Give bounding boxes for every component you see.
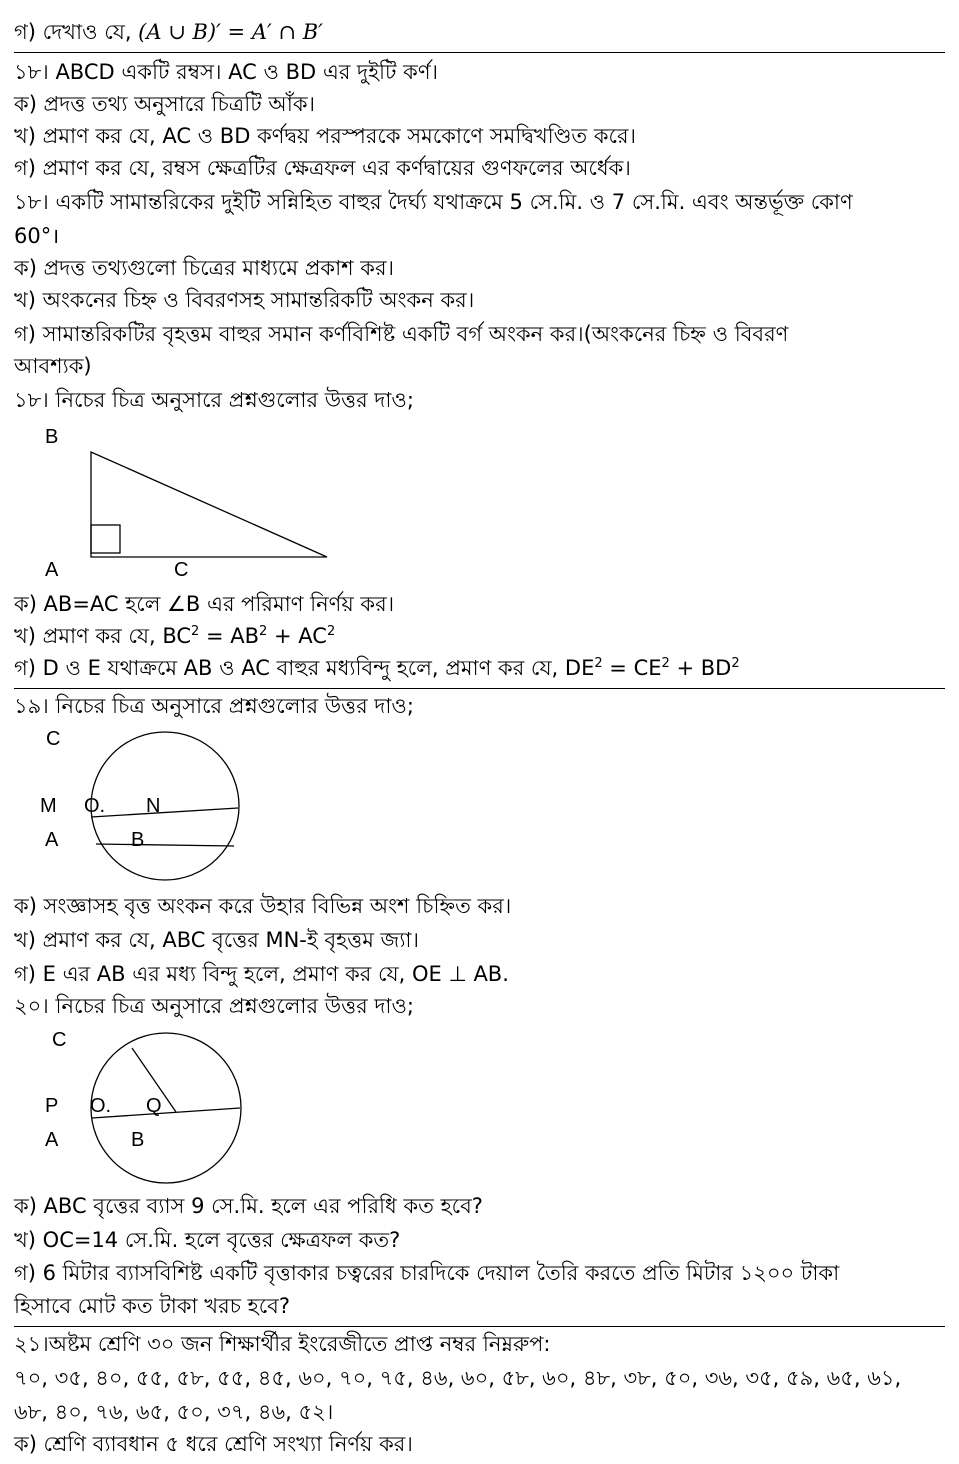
label-a: A [45,559,59,581]
q20-kha: খ) OC=14 সে.মি. হলে বৃত্তের ক্ষেত্রফল কত? [14,1228,401,1252]
q19-kha: খ) প্রমাণ কর যে, ABC বৃত্তের MN-ই বৃহত্তম জ্যা। [14,928,420,952]
label-p: P [45,1095,59,1117]
label-a: A [45,829,59,851]
label-b: B [131,829,145,851]
label-b: B [45,426,59,448]
q18-rhombus-ka: ক) প্রদত্ত তথ্য অনুসারে চিত্রটি আঁক। [14,92,316,116]
sup-2: 2 [731,656,740,671]
sup-2: 2 [259,624,268,639]
q18-parallelogram-kha: খ) অংকনের চিহ্ন ও বিবরণসহ সামান্তরিকটি অংকন কর। [14,288,475,312]
label-m: M [40,795,57,817]
label-o: O. [84,795,106,817]
q21-data-line1: ৭০, ৩৫, ৪০, ৫৫, ৫৮, ৫৫, ৪৫, ৬০, ৭০, ৭৫, ৪৬, ৬০, ৫৮, ৬০, ৪৮, ৩৮, ৫০, ৩৬, ৩৫, ৫৯, ৬৫, ৬১, [14,1366,902,1390]
q18-rhombus-kha: খ) প্রমাণ কর যে, AC ও BD কর্ণদ্বয় পরস্পরকে সমকোণে সমদ্বিখণ্ডিত করে। [14,124,637,148]
chord-mn [91,808,238,817]
label-n: N [146,795,161,817]
sup-2: 2 [594,656,603,671]
divider [14,1326,945,1327]
divider [14,688,945,689]
chord-ab [96,844,234,846]
circle-q20 [91,1033,241,1183]
ga-text-2: = CE [602,656,662,680]
q18-triangle-kha [14,620,945,652]
q18-parallelogram-ka: ক) প্রদত্ত তথ্যগুলো চিত্রের মাধ্যমে প্রকাশ কর। [14,256,395,280]
q19-ka: ক) সংজ্ঞাসহ বৃত্ত অংকন করে উহার বিভিন্ন অংশ চিহ্নিত কর। [14,894,512,918]
q20-ga: গ) 6 মিটার ব্যাসবিশিষ্ট একটি বৃত্তাকার চত্বরের চারদিকে দেয়াল তৈরি করতে প্রতি মিটার ১২০০ টাকা [14,1261,840,1285]
q20-title: ২০। নিচের চিত্র অনুসারে প্রশ্নগুলোর উত্তর দাও; [14,994,415,1018]
q20-ga-cont: হিসাবে মোট কত টাকা খরচ হবে? [14,1294,290,1318]
label-c: C [52,1029,67,1051]
sup-2: 2 [191,624,200,639]
q18-parallelogram-title-cont: 60°। [14,224,60,248]
sup-2: 2 [326,624,336,639]
q19-title: ১৯। নিচের চিত্র অনুসারে প্রশ্নগুলোর উত্তর দাও; [14,694,414,718]
circle-q19 [91,732,239,880]
q17-ga-text: গ) দেখাও যে, [14,20,139,44]
label-a: A [45,1129,59,1151]
chord-pq [92,1108,240,1118]
q21-ka: ক) শ্রেণি ব্যাবধান ৫ ধরে শ্রেণি সংখ্যা নির্ণয় কর। [14,1432,413,1456]
right-angle-mark [91,525,120,553]
q20-ka: ক) ABC বৃত্তের ব্যাস 9 সে.মি. হলে এর পরিধি কত হবে? [14,1194,483,1218]
kha-text: খ) প্রমাণ কর যে, BC [14,624,192,648]
q21-data-line2: ৬৮, ৪০, ৭৬, ৬৫, ৫০, ৩৭, ৪৬, ৫২। [14,1400,334,1424]
q21-title: ২১।অষ্টম শ্রেণি ৩০ জন শিক্ষার্থীর ইংরেজীতে প্রাপ্ত নম্বর নিম্নরুপ: [14,1332,551,1356]
label-c: C [174,559,189,581]
label-c: C [46,728,61,750]
label-b: B [131,1129,145,1151]
sup-2: 2 [661,656,670,671]
kha-text-2: = AB [199,624,260,648]
ga-text-3: + BD [669,656,732,680]
q19-ga: গ) E এর AB এর মধ্য বিন্দু হলে, প্রমাণ কর যে, OE ⊥ AB. [14,962,509,986]
right-triangle [91,452,327,557]
q18-triangle-ka: ক) AB=AC হলে ∠B এর পরিমাণ নির্ণয় কর। [14,592,395,616]
q18-triangle-title: ১৮। নিচের চিত্র অনুসারে প্রশ্নগুলোর উত্তর দাও; [14,388,414,412]
q18-parallelogram-title: ১৮। একটি সামান্তরিকের দুইটি সন্নিহিত বাহুর দৈর্ঘ্য যথাক্রমে 5 সে.মি. ও 7 সে.মি. এবং অন্তর্ভূক্ত কোণ [14,190,853,214]
q18-parallelogram-ga: গ) সামান্তরিকটির বৃহত্তম বাহুর সমান কর্ণবিশিষ্ট একটি বর্গ অংকন কর।(অংকনের চিহ্ন ও বিবরণ [14,322,789,346]
set-formula: (A ∪ B)′ = A′ ∩ B′ [138,20,323,44]
ga-text: গ) D ও E যথাক্রমে AB ও AC বাহুর মধ্যবিন্দু হলে, প্রমাণ কর যে, DE [14,656,595,680]
q18-rhombus-title: ১৮। ABCD একটি রম্বস। AC ও BD এর দুইটি কর্ণ। [14,60,439,84]
q18-rhombus-ga: গ) প্রমাণ কর যে, রম্বস ক্ষেত্রটির ক্ষেত্রফল এর কর্ণদ্বায়ের গুণফলের অর্ধেক। [14,156,631,180]
q18-parallelogram-ga-cont: আবশ্যক) [14,354,92,378]
label-o: O. [90,1095,112,1117]
q18-triangle-ga [14,652,945,684]
kha-text-3: + AC [267,624,327,648]
label-q: Q [146,1095,162,1117]
